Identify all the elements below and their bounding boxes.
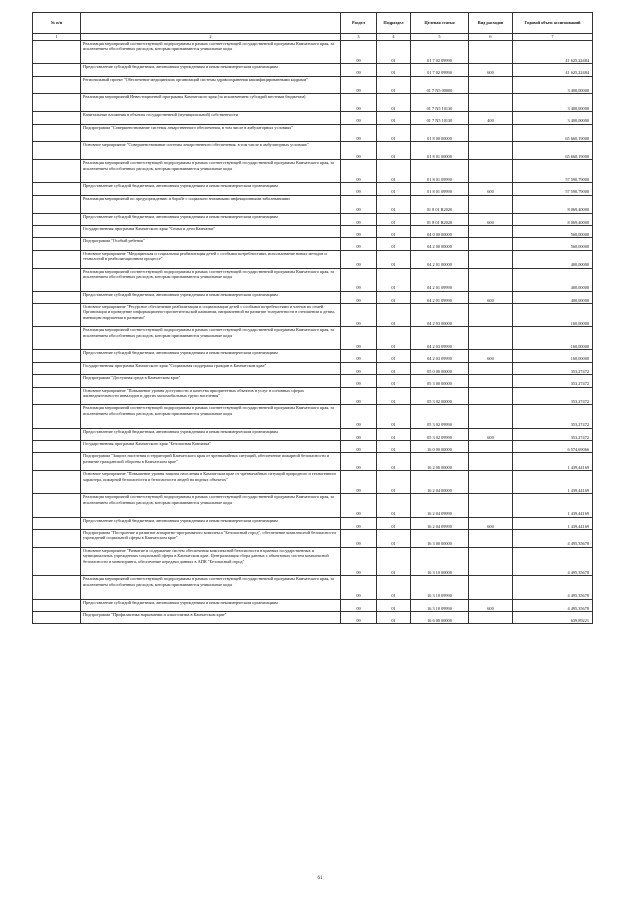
cell-target: 01 7 N5 00000 [411, 76, 469, 94]
cell-num [33, 225, 81, 237]
cell-num [33, 64, 81, 76]
cell-section: 09 [341, 124, 377, 142]
budget-table [32, 12, 593, 624]
table-row [33, 225, 593, 237]
cell-amount: 57 590,79000 [513, 183, 593, 195]
cell-target: 01 8 01 R2020 [411, 213, 469, 225]
table-row [33, 124, 593, 142]
cell-amount: 8 069,40000 [513, 195, 593, 213]
cell-section: 09 [341, 547, 377, 576]
cell-amount: 1 439,44169 [513, 517, 593, 529]
cell-amount: 560,00000 [513, 238, 593, 250]
cell-section: 09 [341, 375, 377, 387]
cell-name: Предоставление субсидий бюджетным, автономным учреждениям и иным некоммерческим организациям [81, 428, 341, 440]
cell-subsection: 01 [377, 94, 411, 112]
cell-target: 16 2 00 00000 [411, 453, 469, 471]
cell-exptype [469, 453, 513, 471]
cell-subsection: 01 [377, 471, 411, 494]
cell-target: 04 0 00 00000 [411, 225, 469, 237]
table-row [33, 387, 593, 405]
cell-section: 09 [341, 268, 377, 291]
page-number: 61 [317, 876, 323, 881]
cell-name: Подпрограмма "Построение и развитие аппаратно-программного комплекса "Безопасный город", обеспечение комплексной безопасности учреждений социальной сферы в Камчатском крае" [81, 529, 341, 547]
colnum-5: 5 [411, 34, 469, 41]
cell-section: 09 [341, 599, 377, 611]
cell-num [33, 160, 81, 183]
cell-section: 09 [341, 494, 377, 517]
cell-num [33, 238, 81, 250]
cell-name: Реализация мероприятий Инвестиционной программы Камчатского края (за исключением субсидий местным бюджетам) [81, 94, 341, 112]
cell-target: 01 8 01 00000 [411, 142, 469, 160]
cell-num [33, 291, 81, 303]
cell-subsection: 01 [377, 494, 411, 517]
cell-subsection: 01 [377, 142, 411, 160]
cell-target: 16 3 00 00000 [411, 529, 469, 547]
cell-section: 09 [341, 291, 377, 303]
cell-subsection: 01 [377, 112, 411, 124]
table-row [33, 517, 593, 529]
cell-amount: 160,00000 [513, 350, 593, 362]
table-row [33, 64, 593, 76]
table-row [33, 547, 593, 576]
cell-name: Предоставление субсидий бюджетным, автономным учреждениям и иным некоммерческим организациям [81, 599, 341, 611]
cell-amount: 160,00000 [513, 327, 593, 350]
cell-name: Основное мероприятие "Повышение уровня доступности и качества приоритетных объектов и услуг в основных сферах жизнедеятельности инвалидов и других маломобильных групп населения" [81, 387, 341, 405]
cell-section: 09 [341, 441, 377, 453]
cell-name: Основное мероприятие "Повышение уровня защиты населения в Камчатском крае от чрезвычайных ситуаций природного и техногенного характера, пожарной безопасности и безопасности людей на водных объектах" [81, 471, 341, 494]
cell-section: 09 [341, 41, 377, 64]
cell-subsection: 01 [377, 547, 411, 576]
table-row [33, 213, 593, 225]
cell-exptype: 600 [469, 428, 513, 440]
cell-exptype [469, 238, 513, 250]
table-row [33, 441, 593, 453]
cell-name: Подпрограмма "Особый ребенок" [81, 238, 341, 250]
cell-subsection: 01 [377, 195, 411, 213]
cell-num [33, 362, 81, 374]
cell-num [33, 576, 81, 599]
cell-amount: 353,27472 [513, 375, 593, 387]
cell-section: 09 [341, 304, 377, 327]
cell-section: 09 [341, 327, 377, 350]
cell-target: 16 3 10 09990 [411, 599, 469, 611]
cell-num [33, 387, 81, 405]
cell-amount: 353,27472 [513, 405, 593, 428]
cell-subsection: 01 [377, 350, 411, 362]
cell-exptype [469, 124, 513, 142]
cell-target: 16 3 10 00000 [411, 547, 469, 576]
cell-exptype [469, 195, 513, 213]
table-row [33, 250, 593, 268]
table-row [33, 94, 593, 112]
cell-exptype [469, 471, 513, 494]
cell-target: 01 7 02 09990 [411, 41, 469, 64]
cell-target: 01 7 02 09990 [411, 64, 469, 76]
header-name [81, 13, 341, 34]
cell-num [33, 304, 81, 327]
table-row [33, 195, 593, 213]
cell-subsection: 01 [377, 268, 411, 291]
cell-exptype [469, 304, 513, 327]
table-row [33, 327, 593, 350]
cell-amount: 3 400,00000 [513, 76, 593, 94]
cell-exptype [469, 268, 513, 291]
cell-section: 09 [341, 362, 377, 374]
cell-name: Государственная программа Камчатского края "Семья и дети Камчатки" [81, 225, 341, 237]
cell-exptype [469, 41, 513, 64]
cell-num [33, 547, 81, 576]
cell-num [33, 428, 81, 440]
cell-target: 16 0 00 00000 [411, 441, 469, 453]
table-row [33, 291, 593, 303]
cell-num [33, 350, 81, 362]
cell-amount: 4 495,35678 [513, 529, 593, 547]
cell-num [33, 375, 81, 387]
cell-section: 09 [341, 428, 377, 440]
cell-section: 09 [341, 112, 377, 124]
cell-num [33, 250, 81, 268]
cell-target: 04 2 00 00000 [411, 238, 469, 250]
cell-amount: 400,00000 [513, 268, 593, 291]
cell-amount: 1 439,44169 [513, 494, 593, 517]
cell-amount: 160,00000 [513, 304, 593, 327]
cell-section: 09 [341, 183, 377, 195]
cell-exptype [469, 547, 513, 576]
table-row [33, 183, 593, 195]
cell-amount: 639,89221 [513, 611, 593, 623]
cell-target: 05 3 02 09990 [411, 405, 469, 428]
cell-exptype [469, 160, 513, 183]
cell-num [33, 183, 81, 195]
table-row [33, 375, 593, 387]
cell-exptype: 600 [469, 64, 513, 76]
cell-exptype [469, 142, 513, 160]
cell-section: 09 [341, 453, 377, 471]
colnum-2: 2 [81, 34, 341, 41]
cell-exptype [469, 327, 513, 350]
cell-exptype [469, 362, 513, 374]
table-row [33, 576, 593, 599]
cell-amount: 1 439,44169 [513, 453, 593, 471]
cell-exptype [469, 576, 513, 599]
cell-section: 09 [341, 76, 377, 94]
cell-subsection: 01 [377, 517, 411, 529]
cell-section: 09 [341, 94, 377, 112]
cell-name: Государственная программа Камчатского края "Социальная поддержка граждан в Камчатском крае" [81, 362, 341, 374]
table-row [33, 112, 593, 124]
cell-target: 04 2 01 09990 [411, 268, 469, 291]
header-section: Раздел [341, 13, 377, 34]
cell-exptype [469, 529, 513, 547]
cell-name: Предоставление субсидий бюджетным, автономным учреждениям и иным некоммерческим организациям [81, 183, 341, 195]
header-amount: Годовой объем ассигнований [513, 13, 593, 34]
cell-num [33, 124, 81, 142]
document-page [32, 12, 592, 624]
cell-subsection: 01 [377, 375, 411, 387]
cell-amount: 65 660,19000 [513, 124, 593, 142]
cell-subsection: 01 [377, 213, 411, 225]
header-num: № п/п [33, 13, 81, 34]
cell-name: Предоставление субсидий бюджетным, автономным учреждениям и иным некоммерческим организациям [81, 350, 341, 362]
table-row [33, 599, 593, 611]
table-row [33, 362, 593, 374]
cell-amount: 4 495,35678 [513, 547, 593, 576]
table-row [33, 405, 593, 428]
cell-target: 04 2 03 09990 [411, 350, 469, 362]
cell-name: Капитальные вложения в объекты государственной (муниципальной) собственности [81, 112, 341, 124]
colnum-7: 7 [513, 34, 593, 41]
cell-section: 09 [341, 160, 377, 183]
cell-exptype [469, 405, 513, 428]
cell-subsection: 01 [377, 124, 411, 142]
table-row [33, 453, 593, 471]
table-row [33, 41, 593, 64]
cell-amount: 3 400,00000 [513, 112, 593, 124]
cell-amount: 65 660,19000 [513, 142, 593, 160]
cell-num [33, 599, 81, 611]
cell-name: Реализация мероприятий соответствующей подпрограммы в рамках соответствующей государственной программы Камчатского края, за исключением обособленных расходов, которым присваиваются уникальные коды [81, 494, 341, 517]
colnum-6: 6 [469, 34, 513, 41]
cell-name: Подпрограмма "Совершенствование системы лекарственного обеспечения, в том числе в амбулаторных условиях" [81, 124, 341, 142]
cell-name: Реализация мероприятий соответствующей подпрограммы в рамках соответствующей государственной программы Камчатского края, за исключением обособленных расходов, которым присваиваются уникальные коды [81, 160, 341, 183]
cell-name: Подпрограмма "Доступная среда в Камчатском крае" [81, 375, 341, 387]
cell-amount: 8 069,40000 [513, 213, 593, 225]
cell-target: 01 8 01 R2020 [411, 195, 469, 213]
cell-exptype: 600 [469, 213, 513, 225]
cell-name: Основное мероприятие "Медицинская и социальная реабилитация детей с особыми потребностями, использование новых методов и технологий в реабилитационном процессе" [81, 250, 341, 268]
cell-name: Реализация мероприятий соответствующей подпрограммы в рамках соответствующей государственной программы Камчатского края, за исключением обособленных расходов, которым присваиваются уникальные коды [81, 327, 341, 350]
cell-section: 09 [341, 529, 377, 547]
cell-section: 09 [341, 238, 377, 250]
cell-target: 04 2 03 09990 [411, 327, 469, 350]
header-subsection: Подраздел [377, 13, 411, 34]
cell-target: 05 3 00 00000 [411, 375, 469, 387]
cell-target: 16 2 04 09990 [411, 517, 469, 529]
cell-subsection: 01 [377, 160, 411, 183]
cell-section: 09 [341, 611, 377, 623]
cell-subsection: 01 [377, 304, 411, 327]
cell-num [33, 405, 81, 428]
cell-num [33, 517, 81, 529]
cell-exptype: 600 [469, 183, 513, 195]
cell-subsection: 01 [377, 225, 411, 237]
table-row [33, 142, 593, 160]
cell-amount: 57 590,79000 [513, 160, 593, 183]
cell-target: 04 2 01 09990 [411, 291, 469, 303]
cell-name: Основное мероприятие "Развитие и содержание систем обеспечения комплексной безопасности в краевых государственных и муниципальных учреждениях социальной сферы в Камчатском крае. Централизация сбора данных с объектовых систем комплексной безопасности и мониторинга, обеспечение передачи данных в АПК "Безопасный город" [81, 547, 341, 576]
cell-num [33, 268, 81, 291]
cell-name: Подпрограмма "Профилактика наркомании и алкоголизма в Камчатском крае" [81, 611, 341, 623]
cell-name: Предоставление субсидий бюджетным, автономным учреждениям и иным некоммерческим организациям [81, 291, 341, 303]
table-body [33, 41, 593, 624]
table-row [33, 76, 593, 94]
cell-subsection: 01 [377, 611, 411, 623]
cell-amount: 41 625,22484 [513, 64, 593, 76]
cell-name: Основное мероприятие "Ресурсное обеспечение реабилитации и социализации детей с особыми потребностями и членов их семей. Организация и проведение информационно-просветительской кампании, направленной на развитие толерантности в отношении к детям, имеющим нарушения в развитии" [81, 304, 341, 327]
table-row [33, 350, 593, 362]
cell-section: 09 [341, 225, 377, 237]
cell-target: 04 2 03 00000 [411, 304, 469, 327]
cell-target: 01 8 01 09990 [411, 183, 469, 195]
cell-subsection: 01 [377, 405, 411, 428]
cell-num [33, 611, 81, 623]
table-row [33, 471, 593, 494]
cell-num [33, 441, 81, 453]
cell-amount: 400,00000 [513, 291, 593, 303]
cell-subsection: 01 [377, 387, 411, 405]
cell-num [33, 213, 81, 225]
cell-name: Предоставление субсидий бюджетным, автономным учреждениям и иным некоммерческим организациям [81, 517, 341, 529]
cell-exptype: 600 [469, 350, 513, 362]
cell-name: Реализация мероприятий соответствующей подпрограммы в рамках соответствующей государственной программы Камчатского края, за исключением обособленных расходов, которым присваиваются уникальные коды [81, 576, 341, 599]
cell-amount: 353,27472 [513, 387, 593, 405]
colnum-4: 4 [377, 34, 411, 41]
cell-num [33, 94, 81, 112]
cell-subsection: 01 [377, 76, 411, 94]
cell-section: 09 [341, 250, 377, 268]
cell-name: Основное мероприятие "Совершенствование системы лекарственного обеспечения, в том числе в амбулаторных условиях" [81, 142, 341, 160]
cell-num [33, 471, 81, 494]
cell-subsection: 01 [377, 441, 411, 453]
cell-exptype: 600 [469, 291, 513, 303]
cell-exptype [469, 250, 513, 268]
cell-exptype [469, 94, 513, 112]
cell-name: Подпрограмма "Защита населения и территорий Камчатского края от чрезвычайных ситуаций, обеспечение пожарной безопасности и развитие гражданской обороны в Камчатском крае" [81, 453, 341, 471]
cell-target: 05 3 02 09990 [411, 428, 469, 440]
cell-subsection: 01 [377, 291, 411, 303]
cell-subsection: 01 [377, 428, 411, 440]
cell-num [33, 142, 81, 160]
cell-name: Предоставление субсидий бюджетным, автономным учреждениям и иным некоммерческим организациям [81, 213, 341, 225]
cell-subsection: 01 [377, 41, 411, 64]
cell-name: Реализация мероприятий соответствующей подпрограммы в рамках соответствующей государственной программы Камчатского края, за исключением обособленных расходов, которым присваиваются уникальные коды [81, 268, 341, 291]
cell-target: 16 2 04 00000 [411, 471, 469, 494]
cell-num [33, 494, 81, 517]
colnum-3: 3 [341, 34, 377, 41]
cell-exptype [469, 387, 513, 405]
cell-amount: 353,27472 [513, 428, 593, 440]
table-row [33, 238, 593, 250]
cell-exptype [469, 76, 513, 94]
cell-subsection: 01 [377, 362, 411, 374]
cell-amount: 1 439,44169 [513, 471, 593, 494]
cell-amount: 353,27472 [513, 362, 593, 374]
cell-amount: 4 495,35678 [513, 599, 593, 611]
cell-amount: 3 400,00000 [513, 94, 593, 112]
table-row [33, 160, 593, 183]
cell-num [33, 453, 81, 471]
cell-section: 09 [341, 195, 377, 213]
cell-subsection: 01 [377, 453, 411, 471]
cell-exptype: 400 [469, 112, 513, 124]
cell-num [33, 327, 81, 350]
cell-name: Реализация мероприятий соответствующей подпрограммы в рамках соответствующей государственной программы Камчатского края, за исключением обособленных расходов, которым присваиваются уникальные коды [81, 41, 341, 64]
cell-target: 16 3 10 09990 [411, 576, 469, 599]
cell-section: 09 [341, 576, 377, 599]
table-header-row [33, 13, 593, 34]
cell-target: 16 6 00 00000 [411, 611, 469, 623]
cell-section: 09 [341, 213, 377, 225]
cell-exptype [469, 225, 513, 237]
cell-section: 09 [341, 142, 377, 160]
cell-exptype: 600 [469, 517, 513, 529]
cell-num [33, 41, 81, 64]
cell-subsection: 01 [377, 238, 411, 250]
cell-num [33, 529, 81, 547]
table-row [33, 428, 593, 440]
cell-exptype: 600 [469, 599, 513, 611]
cell-amount: 560,00000 [513, 225, 593, 237]
cell-num [33, 195, 81, 213]
table-row [33, 529, 593, 547]
cell-amount: 41 625,22484 [513, 41, 593, 64]
colnum-1: 1 [33, 34, 81, 41]
cell-section: 09 [341, 517, 377, 529]
cell-name: Реализация мероприятий по предупреждению и борьбе с социально значимыми инфекционными заболеваниями [81, 195, 341, 213]
cell-section: 09 [341, 471, 377, 494]
cell-exptype [469, 441, 513, 453]
cell-section: 09 [341, 387, 377, 405]
cell-target: 01 8 01 09990 [411, 160, 469, 183]
cell-target: 01 7 N5 10130 [411, 94, 469, 112]
header-exptype: Вид расходов [469, 13, 513, 34]
cell-subsection: 01 [377, 64, 411, 76]
cell-name: Региональный проект "Обеспечение медицинских организаций системы здравоохранения квалифицированными кадрами" [81, 76, 341, 94]
cell-num [33, 76, 81, 94]
cell-subsection: 01 [377, 529, 411, 547]
cell-section: 09 [341, 64, 377, 76]
cell-name: Предоставление субсидий бюджетным, автономным учреждениям и иным некоммерческим организациям [81, 64, 341, 76]
table-row [33, 494, 593, 517]
table-row [33, 611, 593, 623]
cell-section: 09 [341, 405, 377, 428]
cell-amount: 6 574,69066 [513, 441, 593, 453]
cell-amount: 400,00000 [513, 250, 593, 268]
cell-exptype [469, 494, 513, 517]
cell-subsection: 01 [377, 576, 411, 599]
cell-exptype [469, 375, 513, 387]
cell-subsection: 01 [377, 250, 411, 268]
cell-section: 09 [341, 350, 377, 362]
cell-name: Государственная программа Камчатского края "Безопасная Камчатка" [81, 441, 341, 453]
cell-subsection: 01 [377, 599, 411, 611]
table-row [33, 268, 593, 291]
table-row [33, 304, 593, 327]
column-number-row [33, 34, 593, 41]
cell-name: Реализация мероприятий соответствующей подпрограммы в рамках соответствующей государственной программы Камчатского края, за исключением обособленных расходов, которым присваиваются уникальные коды [81, 405, 341, 428]
header-target: Целевая статья [411, 13, 469, 34]
cell-target: 01 7 N5 10130 [411, 112, 469, 124]
cell-subsection: 01 [377, 327, 411, 350]
cell-exptype [469, 611, 513, 623]
cell-target: 16 2 04 09990 [411, 494, 469, 517]
cell-target: 04 2 01 00000 [411, 250, 469, 268]
cell-target: 05 0 00 00000 [411, 362, 469, 374]
cell-target: 05 3 02 00000 [411, 387, 469, 405]
cell-amount: 4 495,35678 [513, 576, 593, 599]
cell-subsection: 01 [377, 183, 411, 195]
cell-num [33, 112, 81, 124]
cell-target: 01 8 00 00000 [411, 124, 469, 142]
